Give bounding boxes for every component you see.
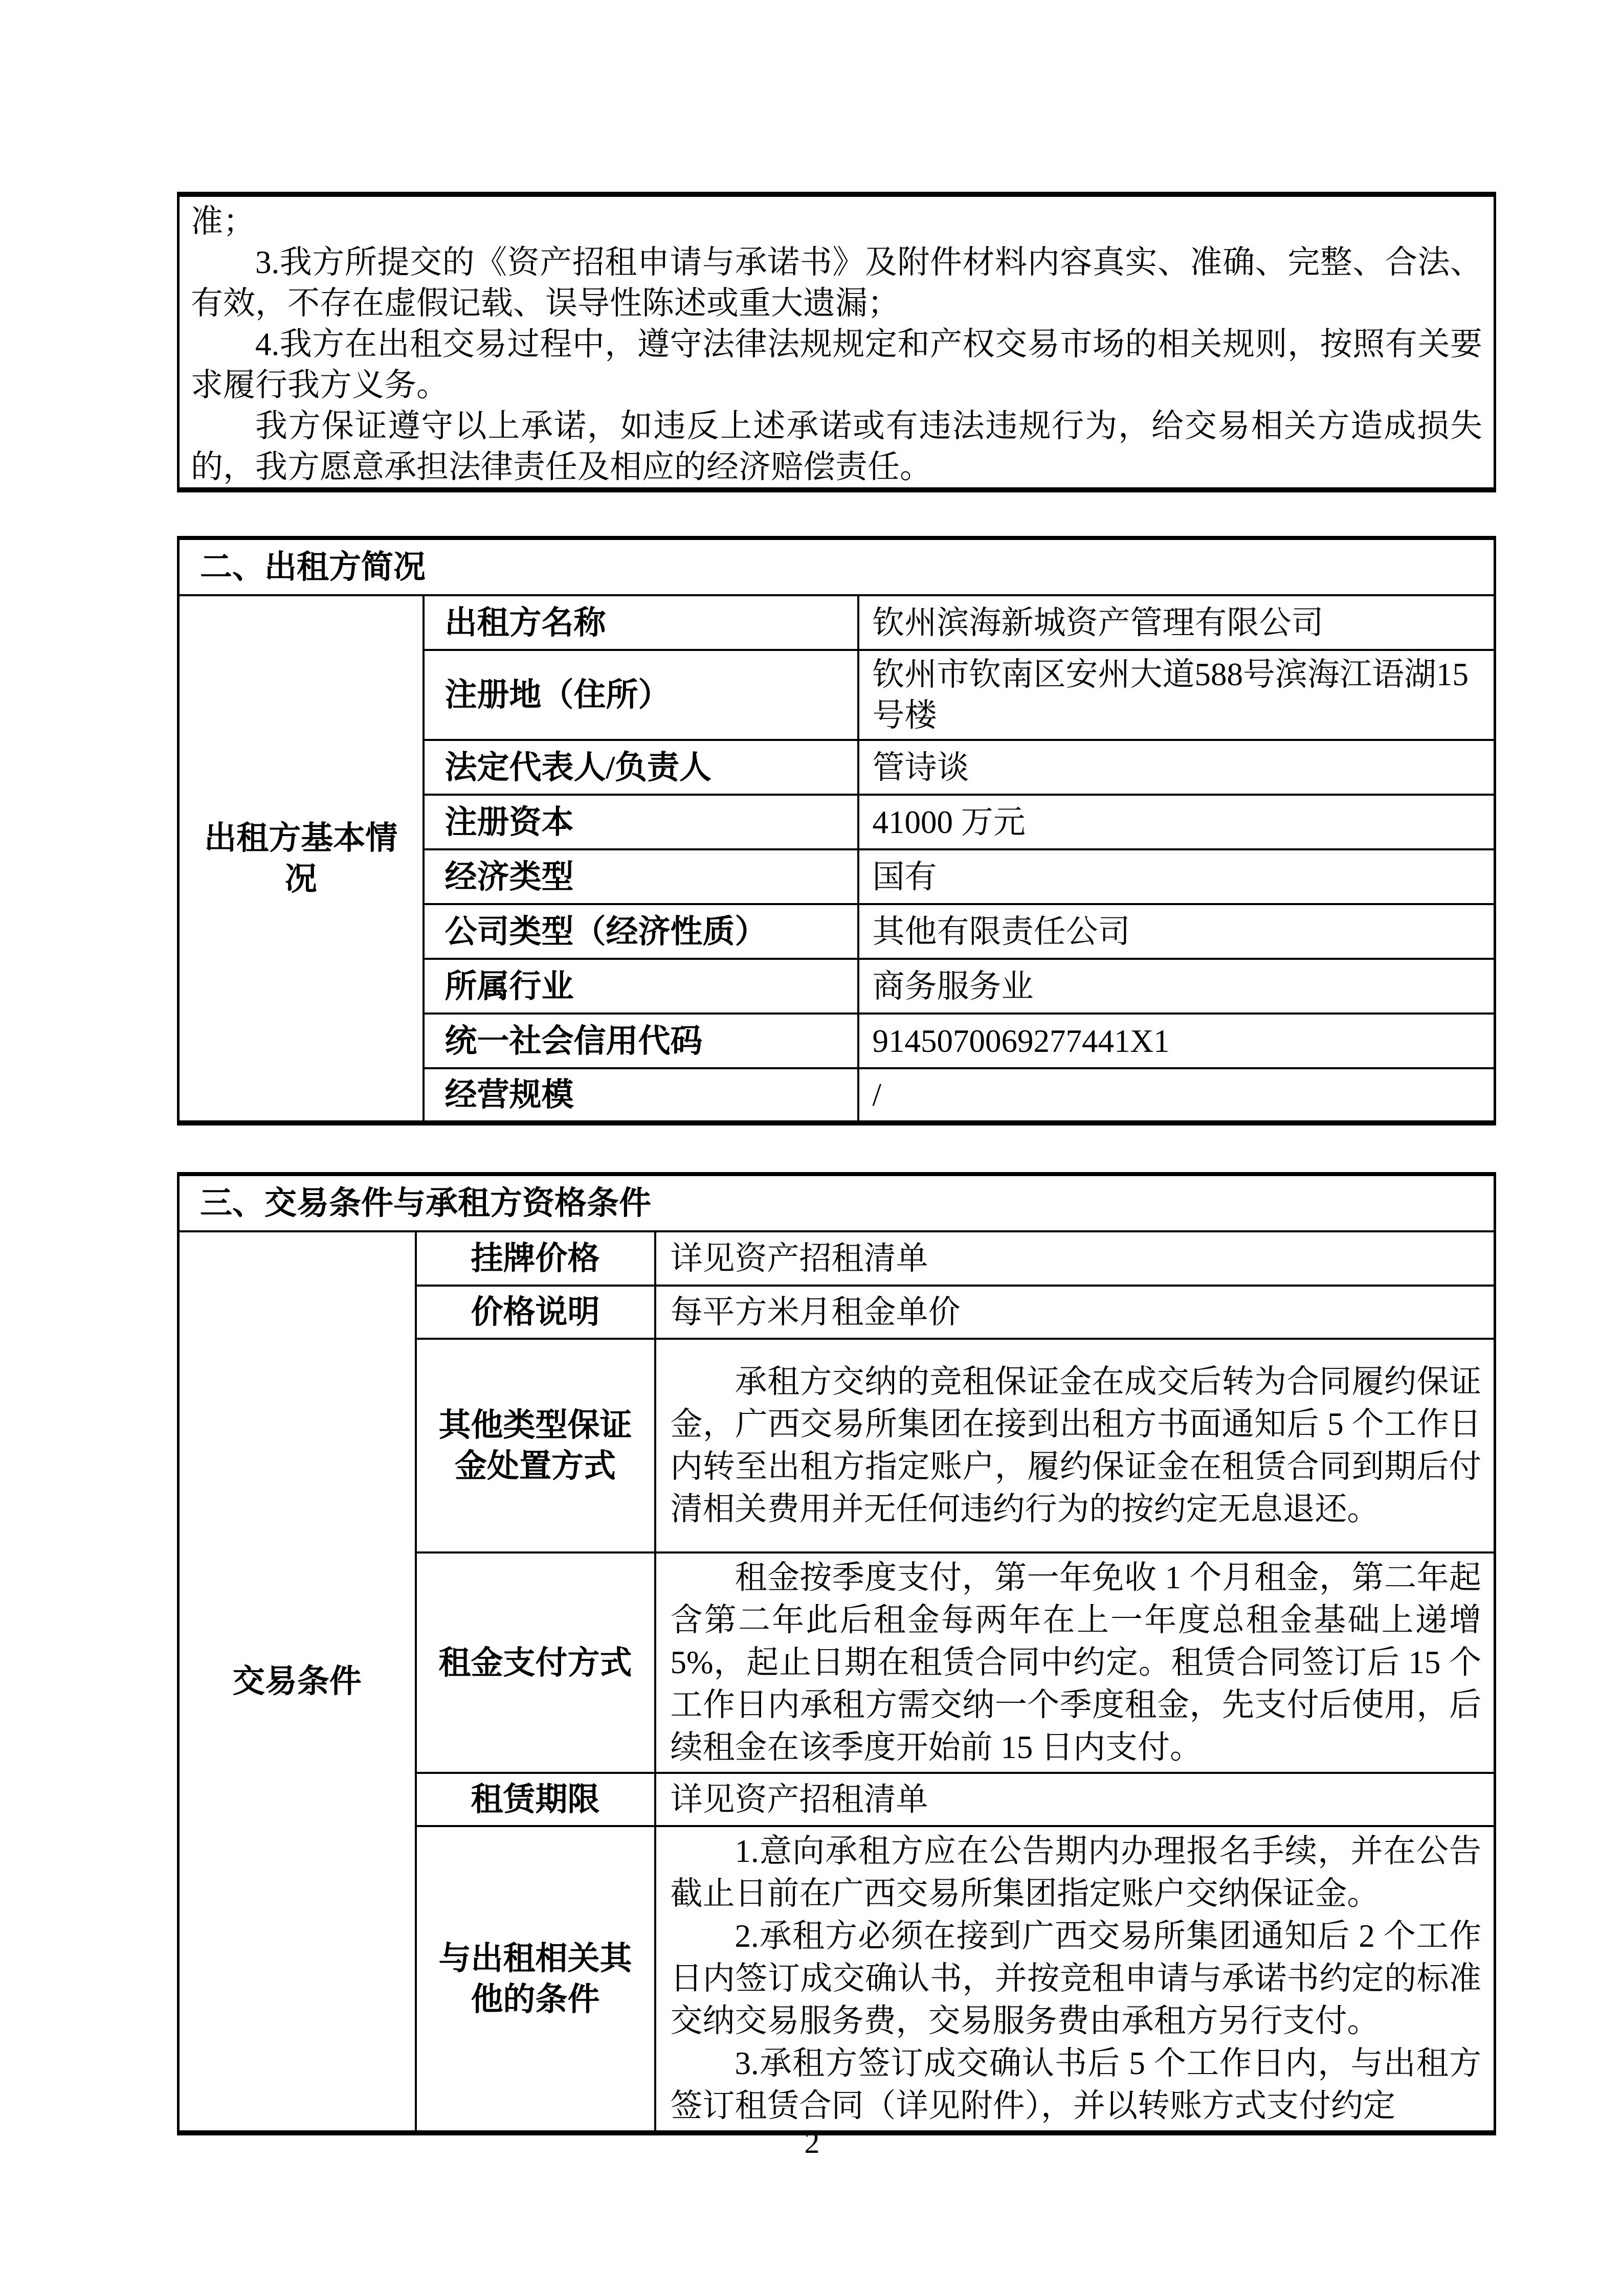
paragraph: 租金按季度支付，第一年免收 1 个月租金，第二年起含第二年此后租金每两年在上一年度总租金基础上递增 5%，起止日期在租赁合同中约定。租赁合同签订后 15 个工作日内承租方需交纳一个季度租金，先支付后使用，后续租金在该季度开始前 15 日内支付。 [670, 1560, 1481, 1765]
page-number: 2 [804, 2126, 820, 2159]
paragraph: 4.我方在出租交易过程中，遵守法律法规规定和产权交易市场的相关规则，按照有关要求履行我方义务。 [191, 326, 1482, 403]
label-deposit-handling: 其他类型保证金处置方式 [416, 1339, 655, 1552]
label-social-credit-code: 统一社会信用代码 [424, 1014, 858, 1068]
label-listing-price: 挂牌价格 [416, 1231, 655, 1286]
transaction-conditions-table [177, 1172, 1496, 2135]
label-lease-term: 租赁期限 [416, 1773, 655, 1826]
paragraph: 3.承租方签订成交确认书后 5 个工作日内，与出租方签订租赁合同（详见附件），并以转账方式支付约定 [670, 2045, 1481, 2124]
value-lessor-name: 钦州滨海新城资产管理有限公司 [858, 595, 1495, 650]
row-header-transaction-conditions: 交易条件 [179, 1231, 416, 2133]
label-registered-capital: 注册资本 [424, 795, 858, 849]
table-row [179, 595, 1495, 650]
value-listing-price: 详见资产招租清单 [655, 1231, 1495, 1286]
value-business-scale: / [858, 1068, 1495, 1123]
paragraph: 承租方交纳的竞租保证金在成交后转为合同履约保证金，广西交易所集团在接到出租方书面通知后 5 个工作日内转至出租方指定账户，履约保证金在租赁合同到期后付清相关费用并无任何违约行为的按约定无息退还。 [670, 1364, 1481, 1527]
lessor-profile-table [177, 536, 1496, 1126]
table-row [179, 1174, 1495, 1231]
section3-title: 三、交易条件与承租方资格条件 [179, 1174, 1495, 1231]
value-industry: 商务服务业 [858, 959, 1495, 1014]
value-deposit-handling [655, 1339, 1495, 1552]
paragraph: 准； [191, 204, 255, 239]
label-rent-payment-method: 租金支付方式 [416, 1552, 655, 1773]
row-header-lessor-basic-info: 出租方基本情况 [179, 595, 424, 1123]
label-legal-representative: 法定代表人/负责人 [424, 740, 858, 795]
value-company-type: 其他有限责任公司 [858, 904, 1495, 959]
value-registered-capital: 41000 万元 [858, 795, 1495, 849]
label-price-note: 价格说明 [416, 1286, 655, 1339]
label-economic-type: 经济类型 [424, 849, 858, 904]
label-company-type: 公司类型（经济性质） [424, 904, 858, 959]
label-registered-address: 注册地（住所） [424, 650, 858, 740]
paragraph: 我方保证遵守以上承诺，如违反上述承诺或有违法违规行为，给交易相关方造成损失的，我方愿意承担法律责任及相应的经济赔偿责任。 [191, 408, 1482, 485]
table-row [179, 1231, 1495, 1286]
value-economic-type: 国有 [858, 849, 1495, 904]
label-industry: 所属行业 [424, 959, 858, 1014]
value-social-credit-code: 9145070069277441X1 [858, 1014, 1495, 1068]
value-lease-term: 详见资产招租清单 [655, 1773, 1495, 1826]
value-rent-payment-method [655, 1552, 1495, 1773]
label-lessor-name: 出租方名称 [424, 595, 858, 650]
label-business-scale: 经营规模 [424, 1068, 858, 1123]
table-row [179, 538, 1495, 595]
value-registered-address: 钦州市钦南区安州大道588号滨海江语湖15号楼 [858, 650, 1495, 740]
commitment-continuation-box [177, 192, 1496, 492]
paragraph: 2.承租方必须在接到广西交易所集团通知后 2 个工作日内签订成交确认书，并按竞租申请与承诺书约定的标准交纳交易服务费，交易服务费由承租方另行支付。 [670, 1918, 1481, 2039]
value-price-note: 每平方米月租金单价 [655, 1286, 1495, 1339]
value-other-lease-conditions [655, 1826, 1495, 2133]
section2-title: 二、出租方简况 [179, 538, 1495, 595]
paragraph: 3.我方所提交的《资产招租申请与承诺书》及附件材料内容真实、准确、完整、合法、有效，不存在虚假记载、误导性陈述或重大遗漏； [191, 244, 1482, 321]
value-legal-representative: 管诗谈 [858, 740, 1495, 795]
label-other-lease-conditions: 与出租相关其他的条件 [416, 1826, 655, 2133]
paragraph: 1.意向承租方应在公告期内办理报名手续，并在公告截止日前在广西交易所集团指定账户交纳保证金。 [670, 1833, 1481, 1911]
